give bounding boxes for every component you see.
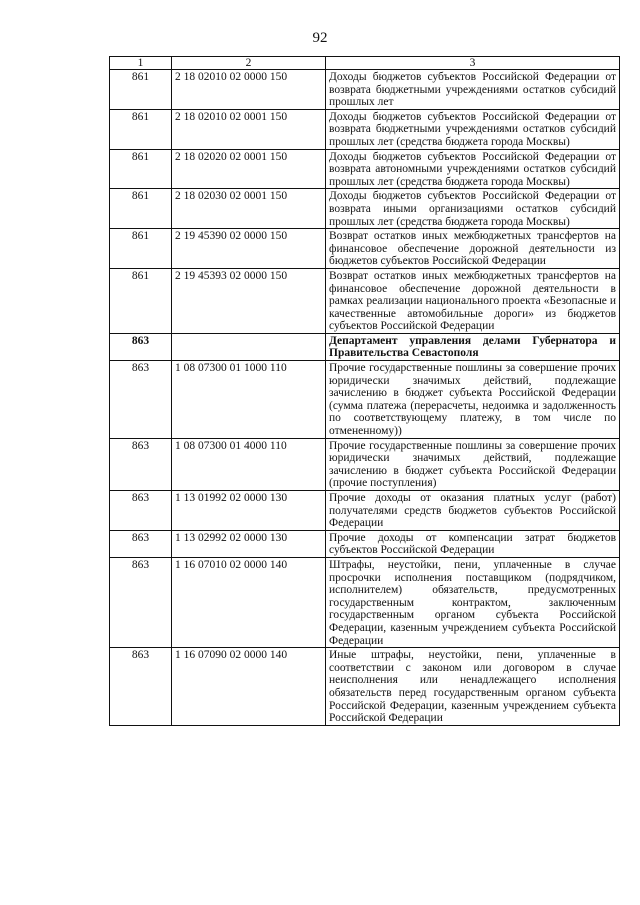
admin-code-cell: 863 (110, 438, 172, 490)
admin-code-cell: 863 (110, 530, 172, 557)
description-cell: Доходы бюджетов субъектов Российской Федерации от возврата бюджетными учреждениями остатков субсидий прошлых лет (326, 70, 620, 110)
budget-code-cell: 2 19 45390 02 0000 150 (172, 229, 326, 269)
budget-code-cell: 1 08 07300 01 4000 110 (172, 438, 326, 490)
admin-code-cell: 863 (110, 361, 172, 439)
description-cell: Штрафы, неустойки, пени, уплаченные в случае просрочки исполнения поставщиком (подрядчиком, исполнителем) обязательств, предусмотренных государственным контрактом, заключенным государственным органом субъекта Российской Федерации, казенным учреждением субъекта Российской Федерации (326, 557, 620, 647)
table-header-row (110, 57, 620, 70)
admin-code-cell: 863 (110, 333, 172, 360)
table-row (110, 109, 620, 149)
description-cell: Иные штрафы, неустойки, пени, уплаченные в соответствии с законом или договором в случае неисполнения или ненадлежащего исполнения обязательств перед государственным органом субъекта Российской Федерации, казенным учреждением субъекта Российской Федерации (326, 648, 620, 726)
revenue-codes-table (109, 56, 620, 726)
column-header-3: 3 (326, 57, 620, 70)
admin-code-cell: 861 (110, 70, 172, 110)
column-header-1: 1 (110, 57, 172, 70)
budget-code-cell: 1 16 07010 02 0000 140 (172, 557, 326, 647)
budget-code-cell: 2 19 45393 02 0000 150 (172, 268, 326, 333)
admin-code-cell: 861 (110, 189, 172, 229)
page-number: 92 (312, 30, 328, 46)
budget-code-cell (172, 333, 326, 360)
budget-code-cell: 2 18 02020 02 0001 150 (172, 149, 326, 189)
table-row (110, 268, 620, 333)
table-row (110, 149, 620, 189)
table-row (110, 530, 620, 557)
description-cell: Доходы бюджетов субъектов Российской Федерации от возврата автономными учреждениями остатков субсидий прошлых лет (средства бюджета города Москвы) (326, 149, 620, 189)
budget-code-cell: 1 08 07300 01 1000 110 (172, 361, 326, 439)
table-row (110, 70, 620, 110)
description-cell: Доходы бюджетов субъектов Российской Федерации от возврата иными организациями остатков субсидий прошлых лет (средства бюджета города Москвы) (326, 189, 620, 229)
budget-code-cell: 2 18 02010 02 0001 150 (172, 109, 326, 149)
admin-code-cell: 861 (110, 149, 172, 189)
admin-code-cell: 863 (110, 491, 172, 531)
admin-code-cell: 861 (110, 268, 172, 333)
column-header-2: 2 (172, 57, 326, 70)
description-cell: Прочие государственные пошлины за совершение прочих юридически значимых действий, подлежащие зачислению в бюджет субъекта Российской Федерации (сумма платежа (перерасчеты, недоимка и задолженность по соответствующему платежу, в том числе по отмененному)) (326, 361, 620, 439)
table-row (110, 491, 620, 531)
budget-code-cell: 1 13 02992 02 0000 130 (172, 530, 326, 557)
table-row (110, 648, 620, 726)
description-cell: Доходы бюджетов субъектов Российской Федерации от возврата бюджетными учреждениями остатков субсидий прошлых лет (средства бюджета города Москвы) (326, 109, 620, 149)
table-row (110, 438, 620, 490)
budget-code-cell: 1 16 07090 02 0000 140 (172, 648, 326, 726)
budget-code-cell: 2 18 02030 02 0001 150 (172, 189, 326, 229)
admin-code-cell: 863 (110, 648, 172, 726)
department-name-cell: Департамент управления делами Губернатора и Правительства Севастополя (326, 333, 620, 360)
budget-code-cell: 2 18 02010 02 0000 150 (172, 70, 326, 110)
admin-code-cell: 861 (110, 109, 172, 149)
description-cell: Прочие доходы от оказания платных услуг (работ) получателями средств бюджетов субъектов Российской Федерации (326, 491, 620, 531)
description-cell: Возврат остатков иных межбюджетных трансфертов на финансовое обеспечение дорожной деятельности в рамках реализации национального проекта «Безопасные и качественные автомобильные дороги» из бюджетов субъектов Российской Федерации (326, 268, 620, 333)
admin-code-cell: 861 (110, 229, 172, 269)
table-row (110, 361, 620, 439)
admin-code-cell: 863 (110, 557, 172, 647)
description-cell: Прочие доходы от компенсации затрат бюджетов субъектов Российской Федерации (326, 530, 620, 557)
table-row (110, 557, 620, 647)
table-row (110, 189, 620, 229)
table-row (110, 229, 620, 269)
description-cell: Возврат остатков иных межбюджетных трансфертов на финансовое обеспечение дорожной деятельности из бюджетов субъектов Российской Федерации (326, 229, 620, 269)
budget-code-cell: 1 13 01992 02 0000 130 (172, 491, 326, 531)
department-row (110, 333, 620, 360)
description-cell: Прочие государственные пошлины за совершение прочих юридически значимых действий, подлежащие зачислению в бюджет субъекта Российской Федерации (прочие поступления) (326, 438, 620, 490)
